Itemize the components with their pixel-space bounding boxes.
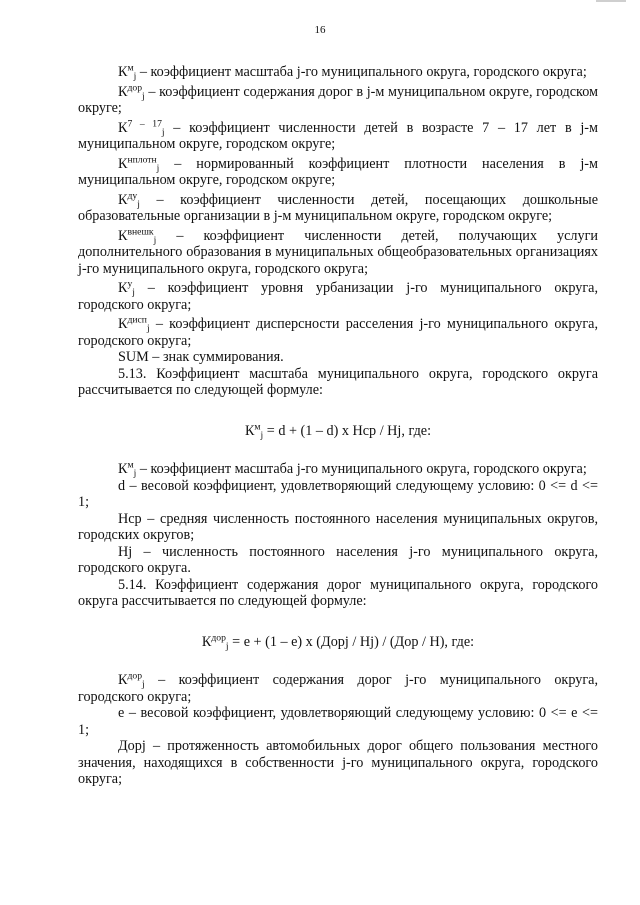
paragraph-text: Нj – численность постоянного населения j-го муниципального округа, городского округа. xyxy=(78,543,598,576)
coefficient-symbol: К xyxy=(118,155,128,172)
paragraph-text: – коэффициент масштаба j-го муниципального округа, городского округа; xyxy=(136,461,587,477)
coefficient-subscript: j xyxy=(146,322,150,334)
coefficient-superscript: м xyxy=(254,421,261,433)
paragraph-text: SUM – знак суммирования. xyxy=(118,349,284,365)
coefficient-subscript: j xyxy=(133,70,137,82)
coefficient-subscript: j xyxy=(137,198,140,210)
paragraph-text: – коэффициент уровня урбанизации j-го муниципального округа, городского округа; xyxy=(78,280,598,313)
paragraph-text: = e + (1 – e) x (Дорj / Нj) / (Дор / Н), где: xyxy=(228,633,475,650)
coefficient-subscript: j xyxy=(132,286,135,298)
coefficient-subscript: j xyxy=(156,162,160,174)
paragraph xyxy=(78,672,598,705)
paragraph-text: – коэффициент содержания дорог j-го муниципального округа, городского округа; xyxy=(78,672,598,705)
coefficient-symbol: К xyxy=(244,422,255,439)
coefficient-subscript: j xyxy=(142,90,145,102)
coefficient-superscript: у xyxy=(127,278,133,290)
scan-edge-mark xyxy=(596,0,626,2)
paragraph xyxy=(78,349,598,366)
paragraph xyxy=(78,511,598,544)
coefficient-superscript: дор xyxy=(211,632,226,644)
coefficient-symbol: К xyxy=(118,461,128,477)
paragraph xyxy=(78,280,598,313)
coefficient-symbol: К xyxy=(118,119,128,136)
document-body xyxy=(78,64,598,788)
coefficient-superscript: 7 – 17 xyxy=(127,118,162,130)
paragraph-text: Нср – средняя численность постоянного населения муниципальных округов, городских округов; xyxy=(78,510,598,543)
coefficient-symbol: К xyxy=(118,64,128,80)
paragraph xyxy=(78,544,598,577)
paragraph xyxy=(78,366,598,399)
paragraph xyxy=(78,192,598,225)
paragraph-text: 5.14. Коэффициент содержания дорог муниципального округа, городского округа рассчитывается по следующей формуле: xyxy=(78,576,598,609)
coefficient-superscript: ду xyxy=(127,190,138,202)
paragraph-text: – коэффициент численности детей в возрасте 7 – 17 лет в j-м муниципальном округе, городском округе; xyxy=(78,119,599,152)
coefficient-symbol: К xyxy=(201,633,212,650)
paragraph-text: e – весовой коэффициент, удовлетворяющий следующему условию: 0 <= e <= 1; xyxy=(78,705,598,738)
coefficient-superscript: дор xyxy=(127,82,143,94)
coefficient-superscript: дисп xyxy=(127,314,147,326)
paragraph xyxy=(78,461,598,478)
paragraph-text: d – весовой коэффициент, удовлетворяющий следующему условию: 0 <= d <= 1; xyxy=(78,477,598,510)
coefficient-symbol: К xyxy=(118,227,128,244)
paragraph xyxy=(78,478,598,511)
paragraph xyxy=(78,64,598,81)
coefficient-superscript: внешк xyxy=(127,226,154,238)
coefficient-symbol: К xyxy=(118,83,128,100)
page-number: 16 xyxy=(314,24,326,36)
paragraph xyxy=(78,228,598,278)
coefficient-superscript: м xyxy=(127,62,134,74)
coefficient-superscript: нплотн xyxy=(127,154,157,166)
paragraph-text: Дорj – протяженность автомобильных дорог общего пользования местного значения, находящихся в собственности j-го муниципального округа, городского округа; xyxy=(78,738,598,787)
coefficient-symbol: К xyxy=(118,316,128,332)
paragraph-text: – коэффициент дисперсности расселения j-го муниципального округа, городского округа; xyxy=(78,316,598,349)
coefficient-symbol: К xyxy=(118,672,128,688)
paragraph xyxy=(78,577,598,610)
coefficient-subscript: j xyxy=(153,234,157,246)
paragraph-text: – коэффициент численности детей, посещающих дошкольные образовательные организации в j-м муниципальном округе, городском округе; xyxy=(78,191,598,224)
coefficient-subscript: j xyxy=(225,640,229,652)
paragraph-text: = d + (1 – d) x Нср / Нj, где: xyxy=(263,422,432,439)
paragraph-text: – коэффициент масштаба j-го муниципального округа, городского округа; xyxy=(136,64,587,80)
paragraph xyxy=(78,705,598,738)
paragraph xyxy=(78,120,598,153)
coefficient-symbol: К xyxy=(118,280,128,296)
coefficient-subscript: j xyxy=(133,467,137,479)
coefficient-subscript: j xyxy=(260,429,264,441)
paragraph xyxy=(78,738,598,788)
formula xyxy=(78,634,598,651)
coefficient-superscript: дор xyxy=(127,670,143,682)
paragraph-text: – коэффициент содержания дорог в j-м муниципальном округе, городском округе; xyxy=(78,83,598,116)
coefficient-symbol: К xyxy=(118,191,128,208)
paragraph-text: – коэффициент численности детей, получающих услуги дополнительного образования в муниципальных общеобразовательных организациях j-го муниципального округа, городского округа; xyxy=(78,227,598,277)
paragraph-text: – нормированный коэффициент плотности населения в j-м муниципальном округе, городском округе; xyxy=(78,155,598,188)
paragraph xyxy=(78,84,598,117)
paragraph xyxy=(78,156,598,189)
paragraph xyxy=(78,316,598,349)
coefficient-subscript: j xyxy=(142,678,145,690)
coefficient-subscript: j xyxy=(161,126,165,138)
formula xyxy=(78,423,598,440)
coefficient-superscript: м xyxy=(127,459,134,471)
paragraph-text: 5.13. Коэффициент масштаба муниципального округа, городского округа рассчитывается по следующей формуле: xyxy=(78,365,598,398)
